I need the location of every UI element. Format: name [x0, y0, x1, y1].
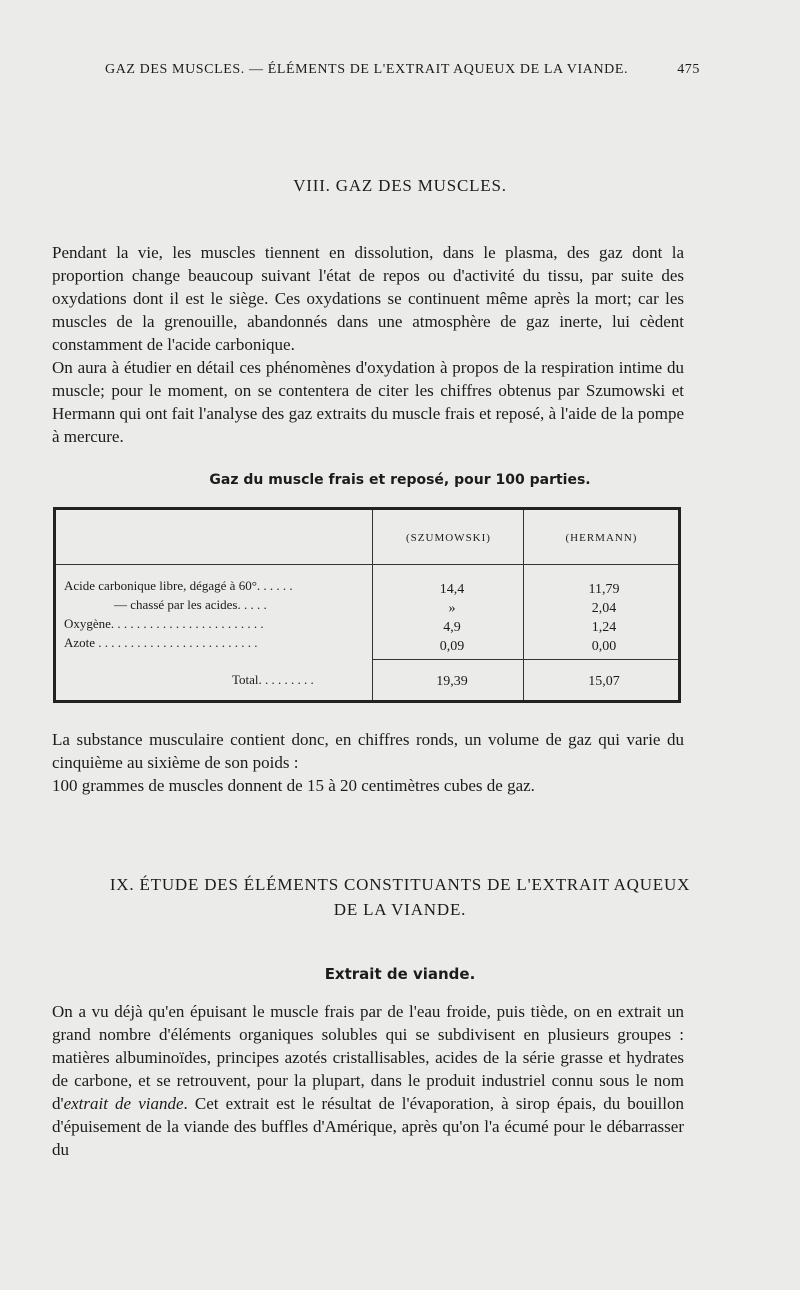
table-header-rule — [56, 564, 678, 565]
table-col-divider-2 — [523, 510, 524, 700]
paragraph-extrait-emphasis: extrait de viande — [63, 1094, 184, 1113]
section-viii-conclusion — [52, 728, 684, 797]
table-total-rule — [372, 659, 678, 660]
table-caption: Gaz du muscle frais et reposé, pour 100 parties. — [209, 472, 591, 488]
section-viii-intro — [52, 241, 684, 448]
section-ix-heading — [0, 872, 800, 922]
section-ix-heading-line2: DE LA VIANDE. — [333, 900, 467, 919]
running-head-title: GAZ DES MUSCLES. — ÉLÉMENTS DE L'EXTRAIT AQUEUX DE LA VIANDE. — [105, 62, 629, 77]
paragraph-gas-grams: 100 grammes de muscles donnent de 15 à 20 centimètres cubes de gaz. — [52, 776, 535, 795]
paragraph-extrait-part1: On a vu déjà qu'en épuisant le muscle frais par de l'eau froide, puis tiède, on en extrait un grand nombre d'éléments organiques solubles qui se subdivisent en plusieurs groupes : matières albuminoïdes, principes azotés cristallisables, acides de la série grasse et hydrates de carbone, et se retrouvent, pour la plupart, dans le produit industriel connu sous le nom d' — [52, 1002, 684, 1113]
paragraph-extrait-viande — [52, 1000, 684, 1161]
paragraph-oxydation-study: On aura à étudier en détail ces phénomènes d'oxydation à propos de la respiration intime du muscle; pour le moment, on se contentera de citer les chiffres obtenus par Szumowski et Hermann qui ont fait l'analyse des gaz extraits du muscle frais et reposé, à l'aide de la pompe à mercure. — [52, 358, 684, 446]
value-hermann-oxygene: 1,24 — [591, 620, 617, 635]
column-header-szumowski: (SZUMOWSKI) — [406, 532, 491, 544]
paragraph-gas-volume: La substance musculaire contient donc, en chiffres ronds, un volume de gaz qui varie du cinquième au sixième de son poids : — [52, 730, 684, 772]
row-label-total: Total. . . . . . . . . — [232, 672, 314, 687]
paragraph-extrait-part2: . Cet extrait est le résultat de l'évaporation, à sirop épais, du bouillon d'épuisement de la viande des buffles d'Amérique, après qu'on l'a écumé pour le débarrasser du — [52, 1094, 684, 1159]
value-hermann-acide-chasse: 2,04 — [591, 601, 617, 616]
value-hermann-acide-libre: 11,79 — [588, 582, 620, 597]
gas-table — [53, 507, 681, 703]
value-hermann-total: 15,07 — [588, 674, 620, 689]
table-col-divider-1 — [372, 510, 373, 700]
subheading-extrait: Extrait de viande. — [324, 965, 476, 983]
value-hermann-azote: 0,00 — [591, 639, 617, 654]
column-header-hermann: (HERMANN) — [565, 532, 638, 544]
value-szumowski-acide-libre: 14,4 — [439, 582, 465, 597]
row-label-acide-libre: Acide carbonique libre, dégagé à 60°. . . . . . — [64, 578, 293, 593]
row-label-acide-chasse: — chassé par les acides. . . . . — [114, 597, 267, 612]
value-szumowski-oxygene: 4,9 — [443, 620, 461, 635]
row-label-azote: Azote . . . . . . . . . . . . . . . . . . . . . . . . . — [64, 635, 258, 650]
section-viii-heading: VIII. GAZ DES MUSCLES. — [293, 176, 507, 195]
running-head — [100, 62, 700, 84]
value-szumowski-acide-chasse: » — [448, 601, 456, 616]
section-ix-text — [52, 1000, 684, 1161]
section-ix-heading-line1: IX. ÉTUDE DES ÉLÉMENTS CONSTITUANTS DE L'EXTRAIT AQUEUX — [109, 875, 691, 894]
row-label-oxygene: Oxygène. . . . . . . . . . . . . . . . . . . . . . . . — [64, 616, 264, 631]
value-szumowski-azote: 0,09 — [439, 639, 465, 654]
value-szumowski-total: 19,39 — [436, 674, 468, 689]
paragraph-gas-dissolution: Pendant la vie, les muscles tiennent en dissolution, dans le plasma, des gaz dont la proportion change beaucoup suivant l'état de repos ou d'activité du tissu, par suite des oxydations dont il est le siège. Ces oxydations se continuent même après la mort; car les muscles de la grenouille, abandonnés dans une atmosphère de gaz inerte, lui cèdent constamment de l'acide carbonique. — [52, 243, 684, 354]
page-number: 475 — [677, 62, 700, 77]
